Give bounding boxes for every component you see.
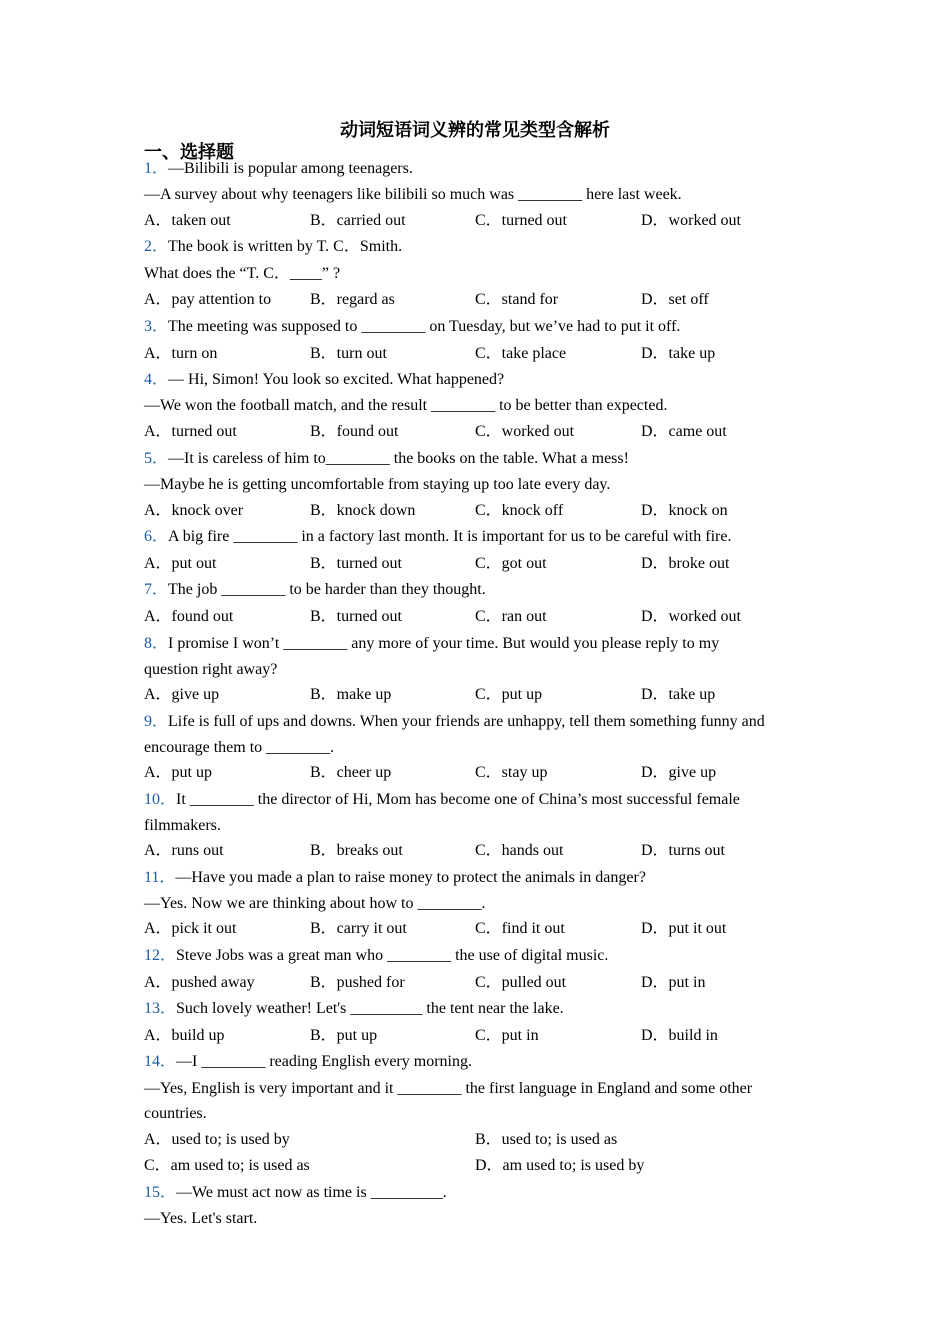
question-number: 7． bbox=[144, 581, 169, 598]
question-text: question right away? bbox=[144, 661, 278, 678]
answer-option[interactable]: D．broke out bbox=[641, 555, 730, 572]
question-stem bbox=[144, 449, 629, 469]
answer-option[interactable]: D．came out bbox=[641, 423, 727, 440]
question-number: 4． bbox=[144, 371, 169, 388]
question-text: What does the “T. C．____” ? bbox=[144, 265, 341, 282]
question-number: 13． bbox=[144, 1000, 177, 1017]
answer-option[interactable]: D．put in bbox=[641, 974, 706, 991]
answer-option[interactable]: A．taken out bbox=[144, 212, 231, 229]
question-number: 2． bbox=[144, 238, 169, 255]
answer-option[interactable]: A．build up bbox=[144, 1027, 225, 1044]
question-number: 9． bbox=[144, 713, 169, 730]
answer-option[interactable]: A．turned out bbox=[144, 423, 237, 440]
answer-option[interactable]: B．cheer up bbox=[310, 764, 392, 781]
question-stem bbox=[144, 946, 608, 966]
answer-option[interactable]: D．worked out bbox=[641, 212, 741, 229]
answer-option[interactable]: D．set off bbox=[641, 291, 709, 308]
answer-option[interactable]: B．make up bbox=[310, 686, 392, 703]
question-text: —It is careless of him to________ the books on the table. What a mess! bbox=[168, 450, 629, 467]
question-text: —Have you made a plan to raise money to protect the animals in danger? bbox=[175, 869, 646, 886]
answer-option[interactable]: C．worked out bbox=[475, 423, 575, 440]
answer-option[interactable]: D．put it out bbox=[641, 920, 727, 937]
answer-option[interactable]: C．find it out bbox=[475, 920, 565, 937]
question-text: —Yes. Now we are thinking about how to ________. bbox=[144, 895, 486, 912]
answer-option[interactable]: C．turned out bbox=[475, 212, 567, 229]
answer-option[interactable]: C．ran out bbox=[475, 608, 547, 625]
question-stem bbox=[144, 580, 486, 600]
question-text: countries. bbox=[144, 1105, 207, 1122]
answer-option[interactable]: A．knock over bbox=[144, 502, 244, 519]
question-number: 8． bbox=[144, 635, 169, 652]
question-stem bbox=[144, 790, 740, 810]
question-number: 3． bbox=[144, 318, 169, 335]
answer-option[interactable]: B．regard as bbox=[310, 291, 395, 308]
section-heading: 一、选择题 bbox=[144, 142, 234, 163]
question-stem bbox=[144, 1052, 472, 1072]
answer-option[interactable]: A．pick it out bbox=[144, 920, 237, 937]
answer-option[interactable]: C．am used to; is used as bbox=[144, 1157, 310, 1174]
answer-option[interactable]: C．take place bbox=[475, 345, 567, 362]
answer-option[interactable]: A．put out bbox=[144, 555, 217, 572]
answer-option[interactable]: A．give up bbox=[144, 686, 220, 703]
answer-option[interactable]: C．hands out bbox=[475, 842, 564, 859]
question-stem bbox=[144, 634, 719, 654]
answer-option[interactable]: B．knock down bbox=[310, 502, 416, 519]
question-number: 10． bbox=[144, 791, 177, 808]
question-stem bbox=[144, 999, 564, 1019]
question-number: 12． bbox=[144, 947, 177, 964]
answer-option[interactable]: A．found out bbox=[144, 608, 234, 625]
question-text: filmmakers. bbox=[144, 817, 221, 834]
question-text: —We won the football match, and the result ________ to be better than expected. bbox=[144, 397, 668, 414]
question-line bbox=[144, 738, 334, 758]
question-stem bbox=[144, 317, 680, 337]
answer-option[interactable]: B．breaks out bbox=[310, 842, 403, 859]
question-number: 14． bbox=[144, 1053, 177, 1070]
question-text: —Yes. Let's start. bbox=[144, 1210, 258, 1227]
question-text: The book is written by T. C．Smith. bbox=[168, 238, 403, 255]
question-text: — Hi, Simon! You look so excited. What happened? bbox=[168, 371, 505, 388]
answer-option[interactable]: D．take up bbox=[641, 686, 716, 703]
answer-option[interactable]: D．am used to; is used by bbox=[475, 1157, 645, 1174]
question-stem bbox=[144, 370, 504, 390]
question-line bbox=[144, 475, 610, 495]
answer-option[interactable]: C．put in bbox=[475, 1027, 539, 1044]
question-text: A big fire ________ in a factory last month. It is important for us to be careful with fire. bbox=[168, 528, 732, 545]
question-text: —I ________ reading English every morning. bbox=[176, 1053, 472, 1070]
question-number: 6． bbox=[144, 528, 169, 545]
question-text: —Yes, English is very important and it ________ the first language in England and some other bbox=[144, 1080, 753, 1097]
question-line bbox=[144, 660, 277, 680]
question-text: Life is full of ups and downs. When your friends are unhappy, tell them something funny and bbox=[168, 713, 765, 730]
question-text: —A survey about why teenagers like bilibili so much was ________ here last week. bbox=[144, 186, 682, 203]
answer-option[interactable]: A．turn on bbox=[144, 345, 218, 362]
question-number: 5． bbox=[144, 450, 169, 467]
question-text: The job ________ to be harder than they thought. bbox=[168, 581, 486, 598]
answer-option[interactable]: B．put up bbox=[310, 1027, 378, 1044]
answer-option[interactable]: C．knock off bbox=[475, 502, 564, 519]
question-number: 11． bbox=[144, 869, 176, 886]
question-text: Steve Jobs was a great man who ________ the use of digital music. bbox=[176, 947, 609, 964]
question-stem bbox=[144, 237, 402, 257]
question-line bbox=[144, 1209, 257, 1229]
answer-option[interactable]: D．give up bbox=[641, 764, 717, 781]
answer-option[interactable]: A．used to; is used by bbox=[144, 1131, 290, 1148]
answer-option[interactable]: D．take up bbox=[641, 345, 716, 362]
answer-option[interactable]: C．stay up bbox=[475, 764, 548, 781]
question-text: Such lovely weather! Let's _________ the tent near the lake. bbox=[176, 1000, 564, 1017]
question-line bbox=[144, 1104, 207, 1124]
question-text: I promise I won’t ________ any more of your time. But would you please reply to my bbox=[168, 635, 720, 652]
answer-option[interactable]: D．turns out bbox=[641, 842, 726, 859]
answer-option[interactable]: D．knock on bbox=[641, 502, 728, 519]
page-title: 动词短语词义辨的常见类型含解析 bbox=[340, 120, 610, 141]
question-stem bbox=[144, 712, 765, 732]
answer-option[interactable]: A．pay attention to bbox=[144, 291, 272, 308]
question-text: It ________ the director of Hi, Mom has become one of China’s most successful female bbox=[176, 791, 740, 808]
answer-option[interactable]: B．turned out bbox=[310, 555, 402, 572]
question-text: The meeting was supposed to ________ on Tuesday, but we’ve had to put it off. bbox=[168, 318, 681, 335]
answer-option[interactable]: A．put up bbox=[144, 764, 213, 781]
answer-option[interactable]: D．build in bbox=[641, 1027, 718, 1044]
answer-option[interactable]: B．turned out bbox=[310, 608, 402, 625]
answer-option[interactable]: C．put up bbox=[475, 686, 543, 703]
answer-option[interactable]: B．carried out bbox=[310, 212, 406, 229]
question-text: —Bilibili is popular among teenagers. bbox=[168, 160, 413, 177]
question-line bbox=[144, 185, 682, 205]
question-stem bbox=[144, 527, 731, 547]
question-number: 15． bbox=[144, 1184, 177, 1201]
answer-option[interactable]: C．pulled out bbox=[475, 974, 567, 991]
answer-option[interactable]: B．carry it out bbox=[310, 920, 407, 937]
answer-option[interactable]: A．runs out bbox=[144, 842, 224, 859]
question-text: encourage them to ________. bbox=[144, 739, 335, 756]
question-line bbox=[144, 816, 221, 836]
answer-option[interactable]: D．worked out bbox=[641, 608, 741, 625]
answer-option[interactable]: B．found out bbox=[310, 423, 399, 440]
answer-option[interactable]: C．got out bbox=[475, 555, 547, 572]
question-stem bbox=[144, 159, 413, 179]
question-stem bbox=[144, 868, 646, 888]
answer-option[interactable]: C．stand for bbox=[475, 291, 559, 308]
question-line bbox=[144, 264, 340, 284]
question-stem bbox=[144, 1183, 447, 1203]
question-number: 1． bbox=[144, 160, 169, 177]
answer-option[interactable]: A．pushed away bbox=[144, 974, 255, 991]
answer-option[interactable]: B．turn out bbox=[310, 345, 387, 362]
question-line bbox=[144, 396, 667, 416]
question-line bbox=[144, 1079, 752, 1099]
question-text: —Maybe he is getting uncomfortable from staying up too late every day. bbox=[144, 476, 611, 493]
question-line bbox=[144, 894, 485, 914]
answer-option[interactable]: B．used to; is used as bbox=[475, 1131, 618, 1148]
question-text: —We must act now as time is _________. bbox=[176, 1184, 447, 1201]
answer-option[interactable]: B．pushed for bbox=[310, 974, 405, 991]
